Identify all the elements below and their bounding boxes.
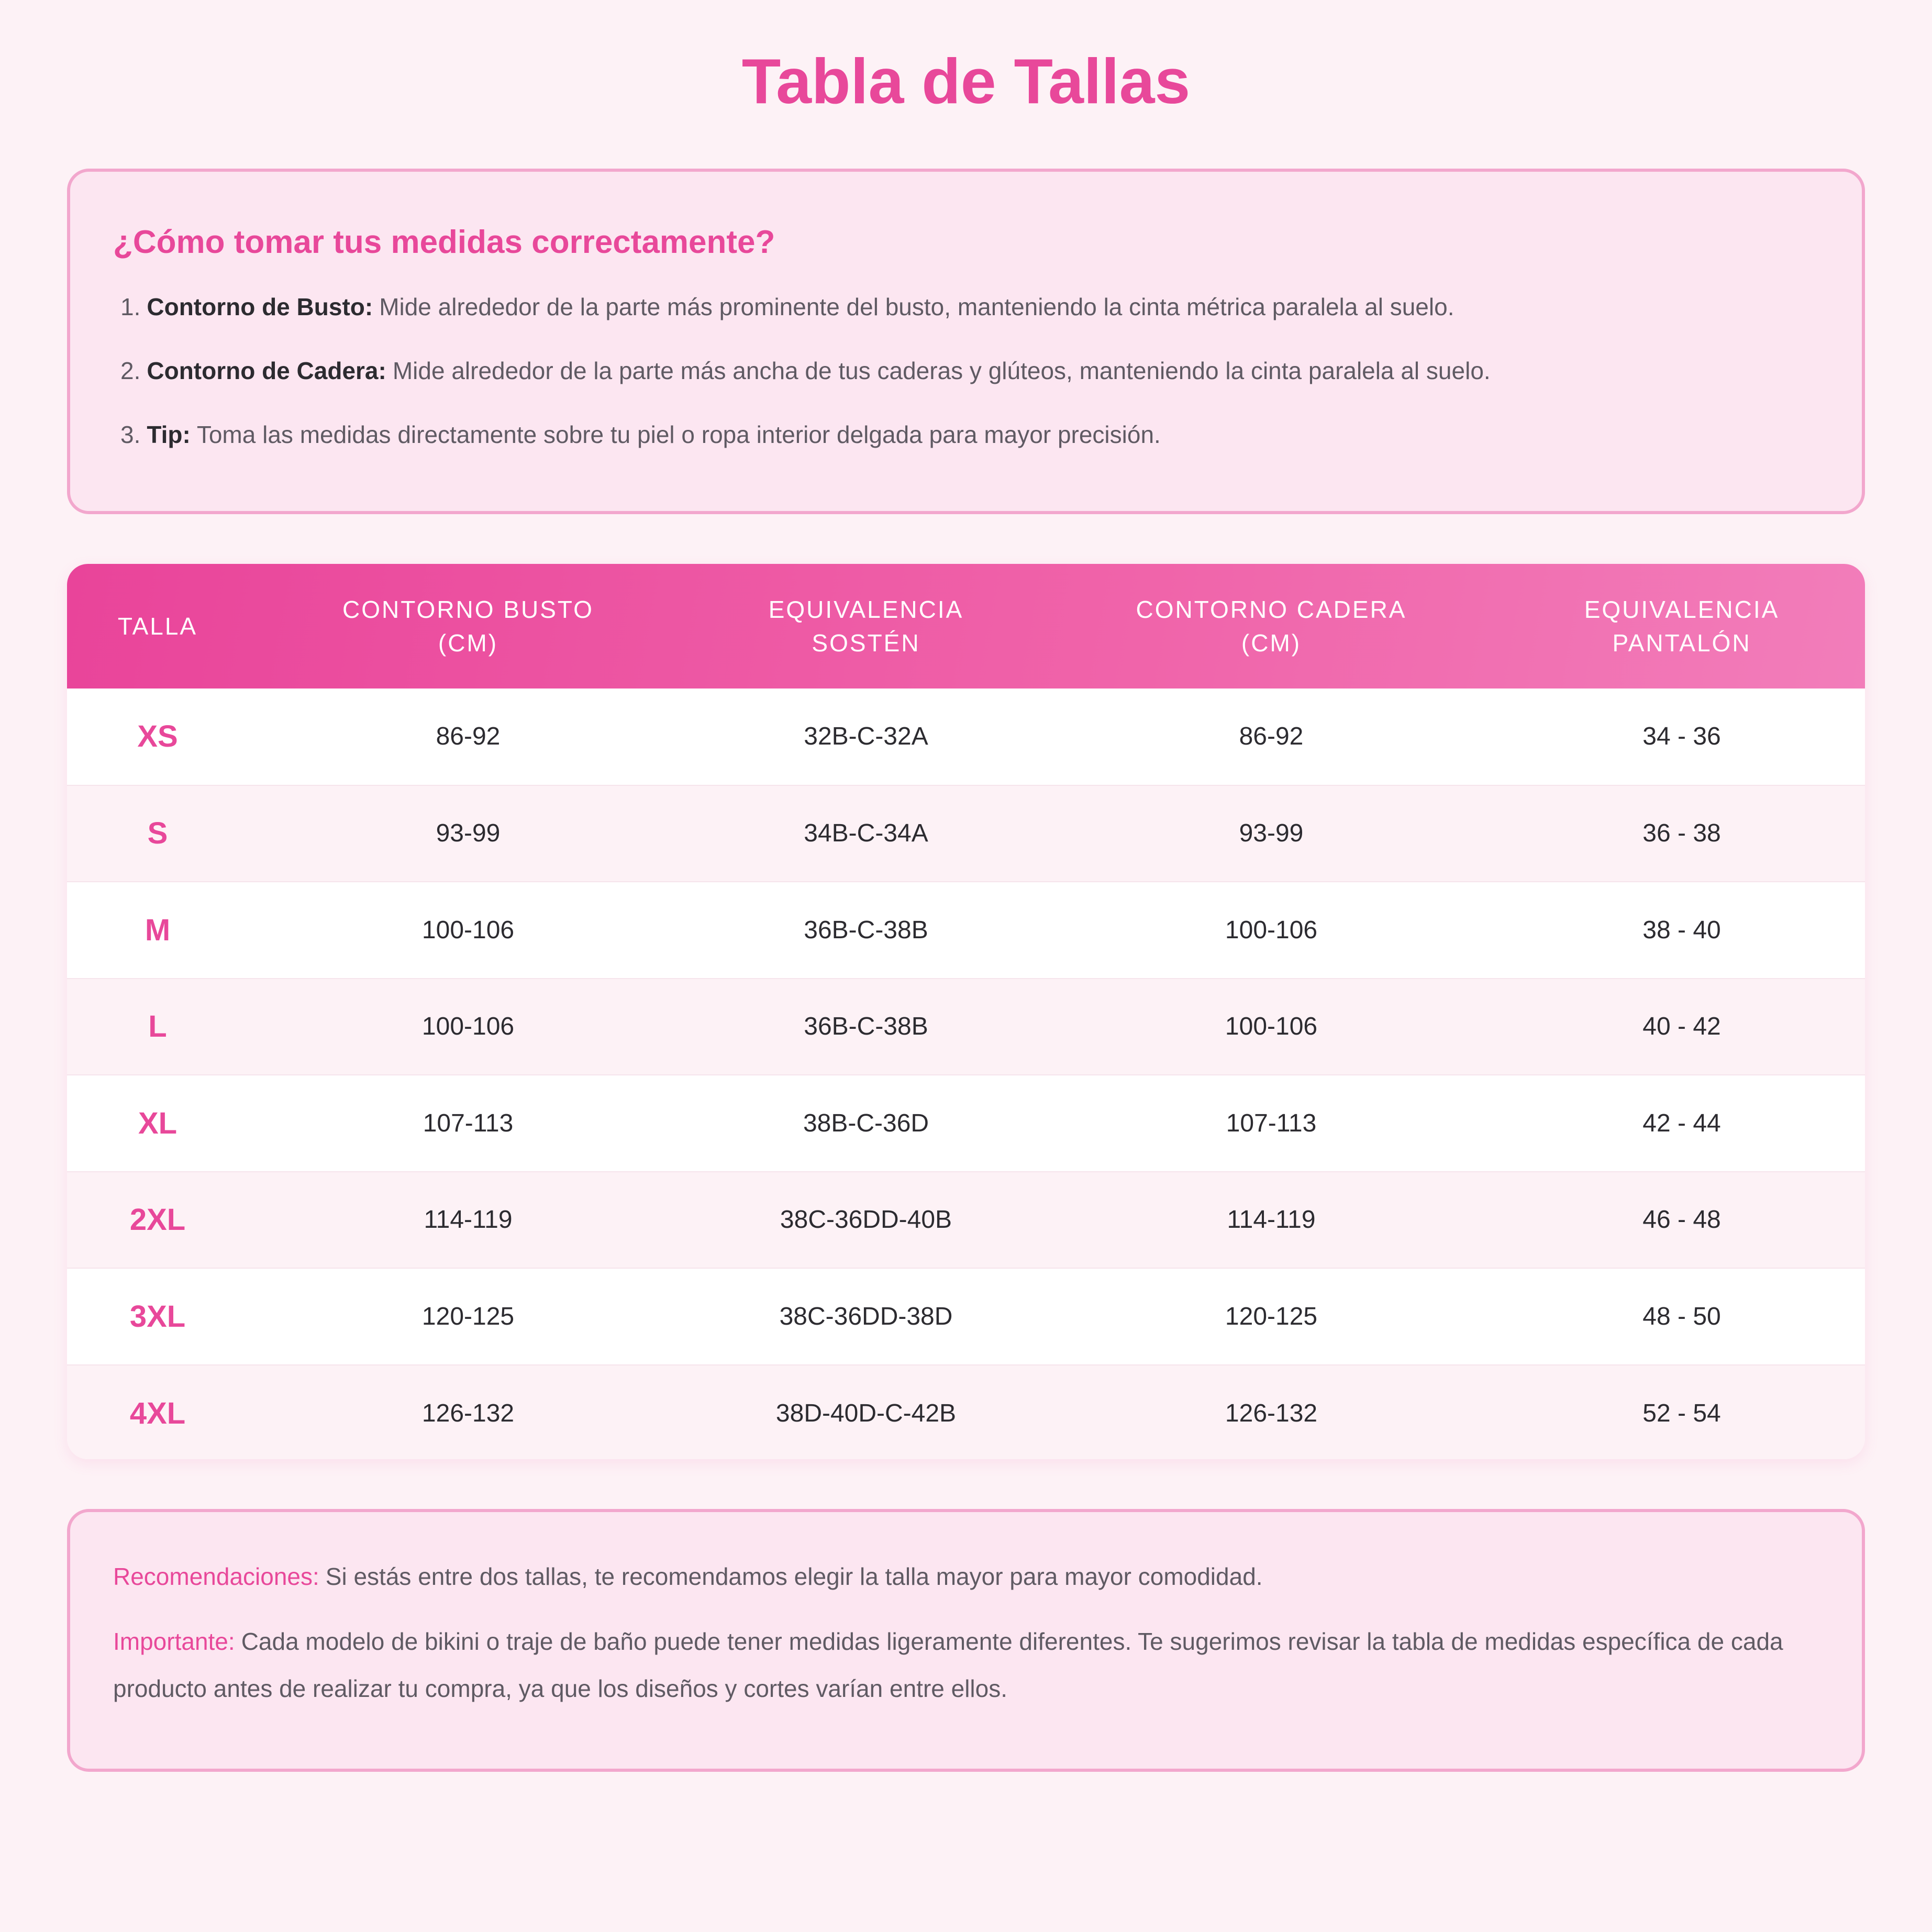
header-pants: EQUIVALENCIA PANTALÓN xyxy=(1584,596,1780,657)
step-text: Mide alrededor de la parte más ancha de tus caderas y glúteos, manteniendo la cinta paralela al suelo. xyxy=(392,357,1491,384)
step-term: Tip: xyxy=(147,421,191,448)
hip-cell: 100-106 xyxy=(1044,979,1498,1075)
bra-cell: 36B-C-38B xyxy=(688,882,1044,979)
table-row xyxy=(67,1075,1865,1172)
hip-cell: 93-99 xyxy=(1044,785,1498,882)
pants-cell: 34 - 36 xyxy=(1642,723,1721,751)
measurement-guide-title: ¿Cómo tomar tus medidas correctamente? xyxy=(113,224,775,260)
size-table xyxy=(67,564,1865,1459)
important-note xyxy=(113,1618,1819,1712)
table-row xyxy=(67,1268,1865,1365)
bra-cell: 38D-40D-C-42B xyxy=(688,1365,1044,1460)
bra-cell: 34B-C-34A xyxy=(688,785,1044,882)
measurement-step xyxy=(113,415,1819,454)
bra-cell: 38C-36DD-38D xyxy=(688,1268,1044,1365)
header-bust: CONTORNO BUSTO (CM) xyxy=(342,596,594,657)
measurement-steps-list xyxy=(113,287,1819,454)
pants-cell: 40 - 42 xyxy=(1498,979,1865,1075)
recommendation-note xyxy=(113,1553,1819,1600)
size-cell: 4XL xyxy=(67,1365,248,1460)
pants-cell: 38 - 40 xyxy=(1498,882,1865,979)
hip-cell: 86-92 xyxy=(1239,723,1304,751)
pants-cell: 42 - 44 xyxy=(1498,1075,1865,1172)
table-header-row xyxy=(67,564,1865,689)
pants-cell: 46 - 48 xyxy=(1498,1172,1865,1269)
bust-cell: 120-125 xyxy=(248,1268,688,1365)
step-text: Mide alrededor de la parte más prominente del busto, manteniendo la cinta métrica paralela al suelo. xyxy=(379,293,1454,320)
bust-cell: 107-113 xyxy=(248,1075,688,1172)
bust-cell: 100-106 xyxy=(248,882,688,979)
size-cell: S xyxy=(67,785,248,882)
note-term: Importante: xyxy=(113,1628,235,1655)
size-cell: 2XL xyxy=(67,1172,248,1269)
table-row xyxy=(67,689,1865,785)
note-text: Cada modelo de bikini o traje de baño puede tener medidas ligeramente diferentes. Te sugerimos revisar la tabla de medidas específica de cada producto antes de realizar tu compra, ya que los diseños y cortes varían entre ellos. xyxy=(113,1628,1783,1702)
bra-cell: 38C-36DD-40B xyxy=(688,1172,1044,1269)
size-cell: L xyxy=(67,979,248,1075)
note-term: Recomendaciones: xyxy=(113,1563,319,1590)
size-cell: M xyxy=(67,882,248,979)
hip-cell: 114-119 xyxy=(1044,1172,1498,1269)
table-row xyxy=(67,1172,1865,1269)
size-table-container xyxy=(67,564,1865,1459)
measurement-step xyxy=(113,287,1819,327)
notes-box xyxy=(67,1509,1865,1772)
pants-cell: 52 - 54 xyxy=(1498,1365,1865,1460)
bust-cell: 86-92 xyxy=(436,723,501,751)
header-bra: EQUIVALENCIA SOSTÉN xyxy=(768,596,964,657)
page-title: Tabla de Tallas xyxy=(741,46,1191,117)
hip-cell: 120-125 xyxy=(1044,1268,1498,1365)
bra-cell: 38B-C-36D xyxy=(688,1075,1044,1172)
measurement-step xyxy=(113,351,1819,391)
bra-cell: 36B-C-38B xyxy=(688,979,1044,1075)
size-cell: XL xyxy=(67,1075,248,1172)
size-cell: XS xyxy=(137,719,178,754)
table-row xyxy=(67,979,1865,1075)
bust-cell: 114-119 xyxy=(248,1172,688,1269)
note-text: Si estás entre dos tallas, te recomendamos elegir la talla mayor para mayor comodidad. xyxy=(325,1563,1263,1590)
table-row xyxy=(67,785,1865,882)
pants-cell: 36 - 38 xyxy=(1498,785,1865,882)
bust-cell: 126-132 xyxy=(248,1365,688,1460)
step-term: Contorno de Cadera: xyxy=(147,357,386,384)
hip-cell: 107-113 xyxy=(1044,1075,1498,1172)
step-term: Contorno de Busto: xyxy=(147,293,373,320)
bust-cell: 93-99 xyxy=(248,785,688,882)
measurement-guide-box xyxy=(67,169,1865,514)
step-number: 3. xyxy=(120,421,141,448)
step-text: Toma las medidas directamente sobre tu piel o ropa interior delgada para mayor precisión. xyxy=(196,421,1161,448)
bra-cell: 32B-C-32A xyxy=(804,723,928,751)
step-number: 2. xyxy=(120,357,141,384)
bust-cell: 100-106 xyxy=(248,979,688,1075)
step-number: 1. xyxy=(120,293,141,320)
hip-cell: 126-132 xyxy=(1044,1365,1498,1460)
pants-cell: 48 - 50 xyxy=(1498,1268,1865,1365)
header-size: TALLA xyxy=(117,613,198,640)
table-row xyxy=(67,882,1865,979)
table-row xyxy=(67,1365,1865,1460)
header-hip: CONTORNO CADERA (CM) xyxy=(1136,596,1407,657)
size-cell: 3XL xyxy=(67,1268,248,1365)
hip-cell: 100-106 xyxy=(1044,882,1498,979)
